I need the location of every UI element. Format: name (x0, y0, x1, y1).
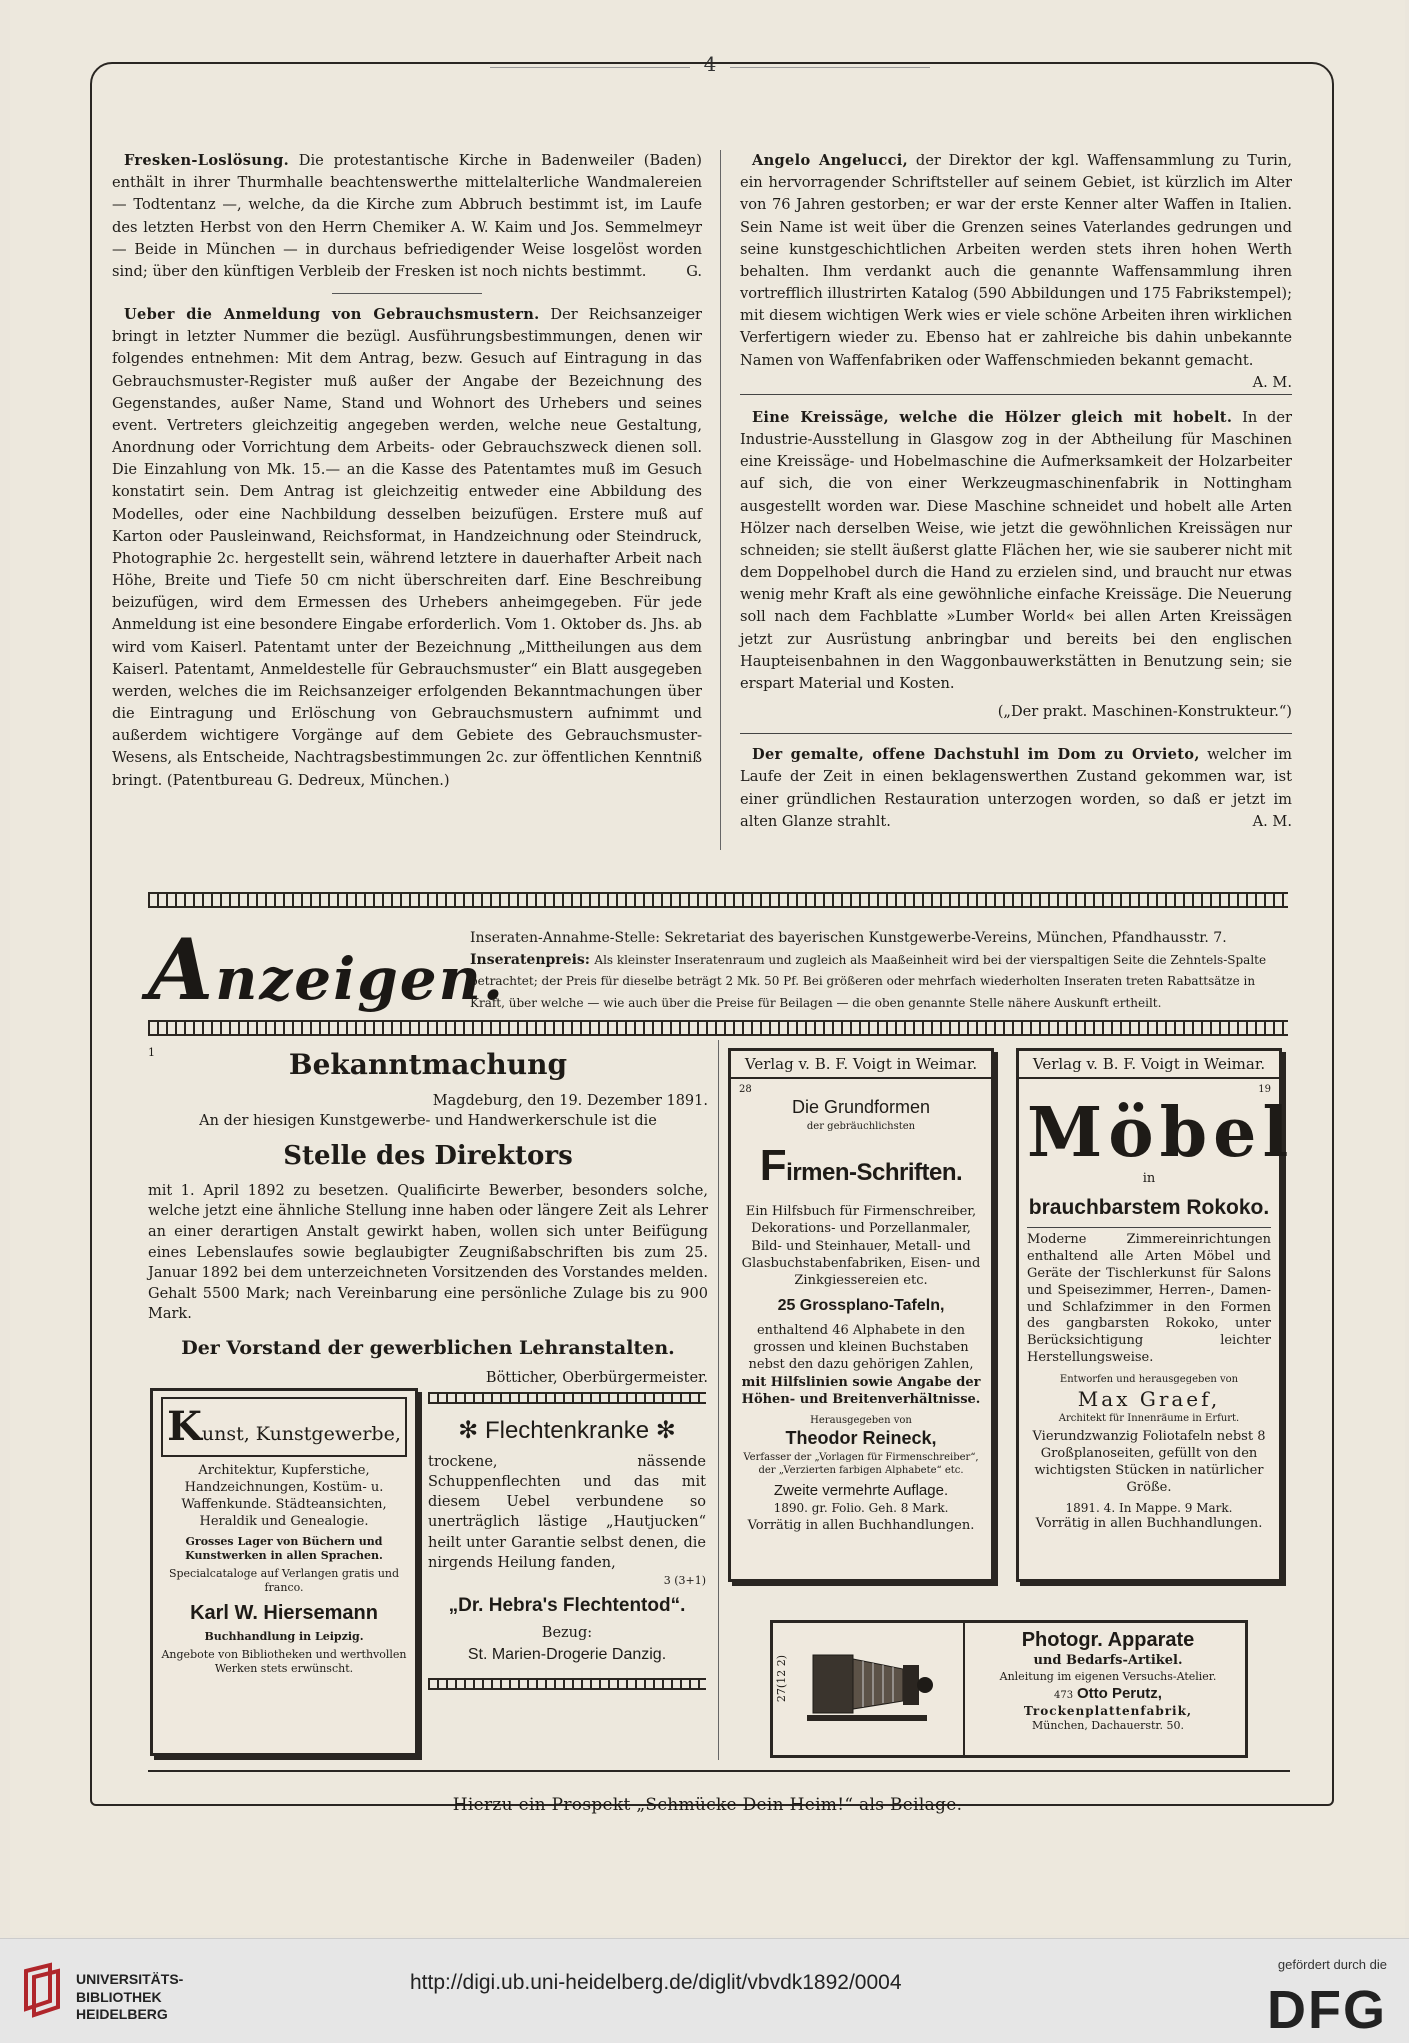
article-heading: Fresken-Loslösung. (124, 152, 289, 169)
ad-number: 28 (739, 1084, 752, 1095)
ad-edition: Zweite vermehrte Auflage. (773, 1482, 949, 1500)
ad-editor-label: Herausgegeben von (810, 1414, 912, 1426)
newspaper-page (10, 0, 1405, 1935)
ad-stock: Grosses Lager von Büchern und Kunstwerken in allen Sprachen. (185, 1534, 383, 1562)
article-heading: Eine Kreissäge, welche die Hölzer gleich mit hobelt. (752, 408, 1233, 426)
ad-intro: An der hiesigen Kunstgewerbe- und Handwerkerschule ist die (199, 1113, 657, 1130)
article-body: welcher im Laufe der Zeit in einen beklagenswerthen Zustand gekommen war, ist einer gründlichen Restauration unterzogen worden, so daß er jetzt im alten Glanze strahlt. (740, 746, 1292, 830)
ad-number: 19 (1258, 1084, 1271, 1095)
ad-title-line3: irmen-Schriften. (786, 1159, 963, 1187)
ad-title-line1: Die Grundformen (791, 1097, 931, 1118)
ornamental-border (148, 1020, 1288, 1036)
ad-description: Moderne Zimmereinrichtungen enthaltend alle Arten Möbel und Geräte der Tischlerkunst für Salons und Speisezimmer, Herren-, Damen- und Schlafzimmer in den Formen des gangbarsten Rokoko, unter Berücksichtigung leichter Herstellungsweise. (1027, 1231, 1271, 1366)
ad-list: Architektur, Kupferstiche, Handzeichnungen, Kostüm- u. Waffenkunde. Städteansichten, Heraldik und Genealogie. (181, 1463, 387, 1529)
ad-in: in (1142, 1170, 1156, 1186)
ad-store: St. Marien-Drogerie Danzig. (467, 1645, 667, 1663)
ad-author-desc: Architekt für Innenräume in Erfurt. (1058, 1413, 1240, 1425)
decorated-star-icon: ✻ (458, 1417, 479, 1444)
ad-subtitle: und Bedarfs-Artikel. (1033, 1653, 1183, 1668)
ad-contents: enthaltend 46 Alphabete in den grossen und kleinen Buchstaben nebst den dazu gehörigen Zahlen, (748, 1323, 974, 1373)
ornamental-border (428, 1392, 706, 1404)
ad-title: Flechtenkranke (484, 1417, 650, 1444)
article-body: Der Reichsanzeiger bringt in letzter Nummer die bezügl. Ausführungsbestimmungen, denen wir folgendes entnehmen: Mit dem Antrag, bezw. Gesuch auf Eintragung in das Gebrauchsmuster-Register muß außer der Angabe der Bezeichnung des Gegenstandes, außer Name, Stand und Wohnort des Urhebers und seines event. Vertreters gleichzeitig angegeben werden, welche neue Gestaltung, Anordnung oder Vorrichtung dem Arbeits- oder Gebrauchszweck dienen soll. Die Einzahlung von Mk. 15.— an die Kasse des Patentamtes muß im Gesuch konstatirt sein. Dem Antrag ist gleichzeitig entweder eine Abbildung des Modelles, oder eine Nachbildung desselben beizufügen. Erstere muß auf Karton oder Pausleinwand, Reichsformat, in Handzeichnung oder Steindruck, Photographie 2c. hergestellt sein, während letztere in dauerhafter Arbeit nach Höhe, Breite und Tiefe 50 cm nicht überschreiten darf. Eine Beschreibung beizufügen, wird dem Ermessen des Urhebers anheimgegeben. Für jede Anmeldung ist eine besondere Eingabe erforderlich. Vom 1. Oktober ds. Jhs. ab wird vom Kaiserl. Patentamt unter der Bezeichnung „Mittheilungen aus dem Kaiserl. Patentamt, Anmeldestelle für Gebrauchsmuster“ ein Blatt ausgegeben werden, welches die im Reichsanzeiger erfolgenden Bekanntmachungen über die Eintragung und Erlöschung von Gebrauchsmustern aufnimmt und außerdem wichtigere Vorgänge auf dem Gebiete des Gebrauchsmuster-Wesens, als Entscheide, Nachtragsbestimmungen 2c. zur öffentlichen Kenntniß bringt. (Patentbureau G. Dedreux, München.) (112, 306, 702, 789)
ad-title: Bekanntmachung (288, 1048, 568, 1081)
article-gebrauchsmuster (112, 304, 702, 792)
ad-author-desc: Verfasser der „Vorlagen für Firmenschreiber“, der „Verzierten farbigen Alphabete“ etc. (743, 1451, 979, 1476)
decorated-initial: A (148, 920, 216, 1019)
column-divider (718, 1040, 719, 1760)
ad-plates: Vierundzwanzig Foliotafeln nebst 8 Großplanoseiten, gefüllt von den wichtigsten Stücken in natürlicher Größe. (1032, 1429, 1266, 1495)
ad-signer: Der Vorstand der gewerblichen Lehranstalten. (181, 1336, 675, 1359)
ad-author: Theodor Reineck, (785, 1428, 937, 1449)
ad-plates: 25 Grossplano-Tafeln, (777, 1296, 945, 1314)
ad-title: Photogr. Apparate (1021, 1629, 1195, 1651)
ad-photo-apparate (770, 1620, 1248, 1758)
anzeigen-title-text: nzeigen. (215, 945, 506, 1013)
university-logo-icon (20, 1961, 68, 2019)
university-name-line2: BIBLIOTHEK (76, 1988, 162, 2005)
ad-kunst-kunstgewerbe (150, 1388, 418, 1756)
separator (1027, 1227, 1271, 1228)
anzeigen-info (470, 928, 1290, 1015)
article-signature: A. M. (1252, 812, 1292, 830)
publisher-header: Verlag v. B. F. Voigt in Weimar. (731, 1051, 991, 1079)
column-divider (720, 150, 721, 850)
digitization-footer (0, 1938, 1409, 2043)
article-column-right (740, 150, 1292, 839)
university-name-line1: UNIVERSITÄTS- (76, 1971, 184, 1987)
anzeigen-annahme: Inseraten-Annahme-Stelle: Sekretariat des bayerischen Kunstgewerbe-Vereins, München, Pfandhausstr. 7. (470, 930, 1227, 946)
publisher-header: Verlag v. B. F. Voigt in Weimar. (1019, 1051, 1279, 1079)
ad-author: Max Graef, (1077, 1387, 1221, 1412)
ad-firm-name: Otto Perutz, (1076, 1685, 1162, 1703)
anzeigen-price-text: Als kleinster Inseratenraum und zugleich als Maaßeinheit wird bei der vierspaltigen Seite die Zehntels-Spalte betrachtet; der Preis für dieselbe beträgt 2 Mk. 50 Pf. Bei größeren oder mehrfach wiederholten Inseraten treten Rabattsätze in Kraft, über welche — wie auch über die Preise für Beilagen — die oben genannte Stelle nähere Auskunft ertheilt. (470, 952, 1267, 1011)
ad-availability: Vorrätig in allen Buchhandlungen. (1035, 1516, 1263, 1532)
ad-code: 3 (3+1) (663, 1574, 706, 1588)
page-number: 4 (610, 52, 810, 76)
ad-body: mit 1. April 1892 zu besetzen. Qualificirte Bewerber, besonders solche, welche jetzt eine ähnliche Stellung inne haben oder längere Zeit als Lehrer an einer derartigen Anstalt gewirkt haben, wollen sich unter Beifügung eines Lebenslaufes sowie beglaubigter Zeugnißabschriften bis zum 25. Januar 1892 bei dem unterzeichneten Vorsitzenden des Vorstandes melden. Gehalt 5500 Mark; nach Vereinbarung eine persönliche Zulage bis zu 900 Mark. (148, 1182, 708, 1323)
article-column-left (112, 150, 702, 798)
camera-illustration (803, 1635, 933, 1735)
ad-line: Anleitung im eigenen Versuchs-Atelier. (999, 1669, 1217, 1683)
separator (740, 394, 1292, 395)
anzeigen-price-label: Inseratenpreis: (470, 951, 590, 968)
separator (332, 293, 482, 294)
ad-position: Stelle des Direktors (283, 1140, 573, 1171)
ad-moebel (1016, 1048, 1295, 1582)
university-name (76, 1971, 183, 2024)
ad-body: trockene, nässende Schuppenflechten und das mit diesem Uebel verbundene so unerträglich lästige „Hautjucken“ heilt unter Garantie selbst denen, die nirgends Heilung fanden, (428, 1453, 706, 1572)
ad-title: unst, Kunstgewerbe, (201, 1423, 401, 1445)
ad-offer: Angebote von Bibliotheken und werthvollen Werken stets erwünscht. (161, 1648, 407, 1676)
ornamental-border (428, 1678, 706, 1690)
ad-number: 473 (1054, 1690, 1074, 1702)
decorated-initial: K (167, 1403, 202, 1450)
ad-title: Möbel (1027, 1093, 1295, 1173)
university-name-line3: HEIDELBERG (76, 2006, 168, 2022)
ad-format: 1891. 4. In Mappe. 9 Mark. (1065, 1500, 1233, 1515)
ad-title-line2: der gebräuchlichsten (806, 1120, 916, 1132)
ad-bekanntmachung (148, 1045, 708, 1388)
ad-format: 1890. gr. Folio. Geh. 8 Mark. (773, 1500, 949, 1515)
separator (740, 733, 1292, 734)
article-heading: Ueber die Anmeldung von Gebrauchsmustern. (124, 306, 540, 324)
ad-bezug: Bezug: (541, 1625, 593, 1642)
article-body: Die protestantische Kirche in Badenweiler (Baden) enthält in ihrer Thurmhalle beachtenswerthe mittelalterliche Wandmalereien — Todtentanz —, welche, da die Kirche zum Abbruch bestimmt ist, im Laufe des letzten Herbst von den Herrn Chemiker A. W. Kaim und Jos. Semmelmeyr — Beide in München — in durchaus befriedigender Weise losgelöst worden sind; über den künftigen Verbleib der Fresken ist noch nichts bestimmt. (112, 152, 702, 280)
decorated-initial: F (759, 1141, 787, 1191)
ad-firmen-schriften (728, 1048, 994, 1582)
source-url-link[interactable]: http://digi.ub.uni-heidelberg.de/diglit/vbvdk1892/0004 (410, 1971, 902, 1994)
dfg-logo: DFG (1267, 1980, 1387, 2040)
bottom-rule (148, 1770, 1290, 1772)
ad-place: Buchhandlung in Leipzig. (204, 1629, 364, 1643)
article-body: In der Industrie-Ausstellung in Glasgow zog in der Abtheilung für Maschinen eine Kreissäge- und Hobelmaschine die Aufmerksamkeit der Holzarbeiter auf sich, die von einer Werkzeugmaschinenfabrik in Nottingham ausgestellt worden war. Diese Maschine schneidet und hobelt alle Arten Hölzer nach derselben Weise, wie jetzt die gewöhnlichen Kreissägen nur schneiden; sie stellt äußerst glatte Flächen her, wie sie sauberer nicht mit dem Doppelhobel durch die Hand zu erzielen sind, und braucht nur etwas wenig mehr Kraft als eine gewöhnliche einfache Kreissäge. Die Neuerung soll nach dem Fachblatte »Lumber World« bei allen Arten Kreissägen jetzt zur Ausrüstung anbringbar und bereits bei den englischen Haupteisenbahnen in den Waggonbauwerkstätten in Benutzung sein; sie erspart Material und Kosten. (740, 408, 1293, 692)
ad-product: „Dr. Hebra's Flechtentod“. (448, 1594, 686, 1616)
article-heading: Der gemalte, offene Dachstuhl im Dom zu Orvieto, (752, 746, 1200, 764)
beilage-note: Hierzu ein Prospekt „Schmücke Dein Heim!“ als Beilage. (452, 1795, 963, 1815)
article-source: („Der prakt. Maschinen-Konstrukteur.“) (997, 703, 1292, 721)
article-heading: Angelo Angelucci, (752, 152, 909, 169)
ad-date: Magdeburg, den 19. Dezember 1891. (432, 1092, 708, 1109)
article-body: der Direktor der kgl. Waffensammlung zu Turin, ein hervorragender Schriftsteller auf seinem Gebiet, ist kürzlich im Alter von 76 Jahren gestorben; er war der erste Kenner alter Waffen in Italien. Sein Name ist weit über die Grenzen seines Vaterlandes gedrungen und seine kunstgeschichtlichen Arbeiten werden stets ihren hohen Werth behalten. Ihm verdankt auch die genannte Waffensammlung ihren vortrefflich illustrirten Katalog (590 Abbildungen und 175 Fabrikstempel); mit diesem wichtigen Werk wies er viele schöne Arbeiten ihren wirklichen Verfertigern wieder zu. Ebenso hat er zahlreiche bis dahin unbekannte Namen von Waffenfabriken oder Waffenschmieden bekannt gemacht. (740, 152, 1292, 369)
ad-availability: Vorrätig in allen Buchhandlungen. (747, 1517, 975, 1533)
ad-flechtenkranke (428, 1392, 706, 1752)
anzeigen-title (148, 920, 506, 1019)
article-signature: G. (686, 262, 702, 280)
article-fresken (112, 150, 702, 283)
decorated-star-icon: ✻ (655, 1417, 676, 1444)
ad-bold-note: mit Hilfslinien sowie Angabe der Höhen- und Breitenverhältnisse. (741, 1374, 981, 1407)
funded-by-label: gefördert durch die (1277, 1957, 1387, 1972)
article-kreissaege (740, 407, 1292, 695)
ad-style: brauchbarstem Rokoko. (1028, 1195, 1270, 1219)
ad-address: München, Dachauerstr. 50. (1032, 1719, 1184, 1733)
article-orvieto (740, 744, 1292, 833)
article-signature: A. M. (1252, 373, 1292, 391)
ad-catalogue: Specialcataloge auf Verlangen gratis und franco. (168, 1567, 400, 1595)
ad-description: Ein Hilfsbuch für Firmenschreiber, Dekorations- und Porzellanmaler, Bild- und Steinhauer, Metall- und Glasbuchstabenfabriken, Eisen- und Zinkgiessereien etc. (741, 1204, 981, 1288)
ad-number: 1 (148, 1046, 155, 1059)
ornamental-border (148, 892, 1288, 908)
ad-firm-name: Karl W. Hiersemann (190, 1601, 378, 1624)
article-angelucci (740, 150, 1292, 391)
ad-firm: Trockenplattenfabrik, (1023, 1703, 1193, 1718)
ad-editor-label: Entworfen und herausgegeben von (1059, 1374, 1239, 1386)
ad-signer-name: Bötticher, Oberbürgermeister. (485, 1369, 708, 1386)
ad-side-number: 27(12 2) (775, 1655, 788, 1703)
